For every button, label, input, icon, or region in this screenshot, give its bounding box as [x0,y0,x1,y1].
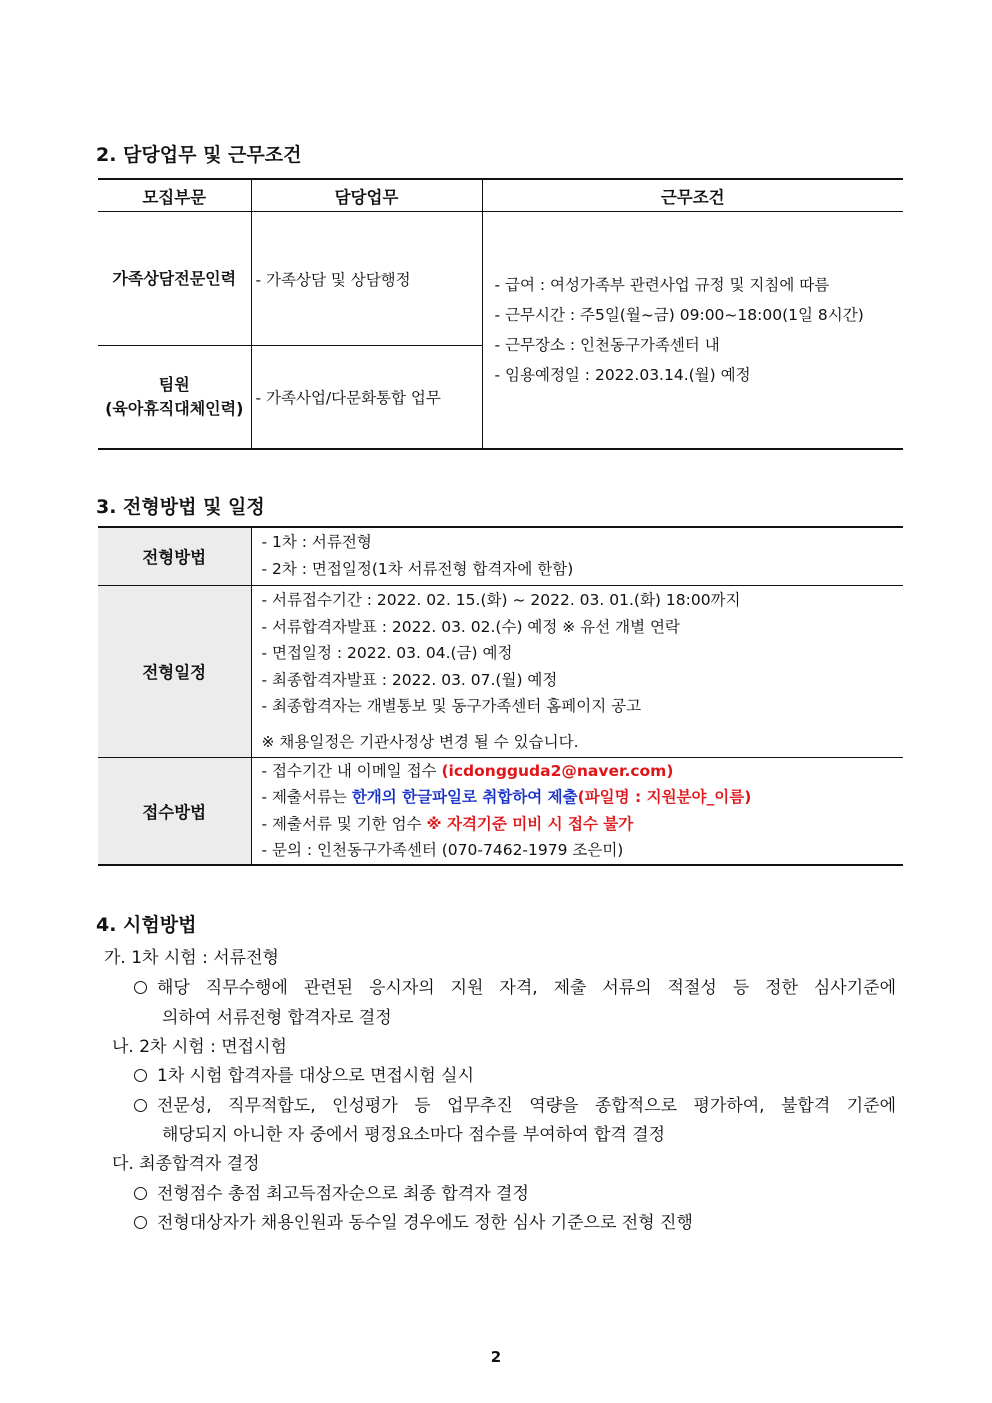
schedule-item: - 최종합격자발표 : 2022. 03. 07.(월) 예정 [261,670,558,689]
apply-cell [251,757,903,865]
apply-deadline-prefix: - 제출서류 및 기한 엄수 [261,814,427,833]
sub-b-title: 나. 2차 시험 : 면접시험 [112,1037,287,1057]
apply-docs-prefix: - 제출서류는 [261,788,352,807]
duty-cell: - 가족사업/다문화통합 업무 [251,346,482,449]
apply-item-deadline [262,811,904,838]
sub-c-title: 다. 최종합격자 결정 [112,1154,260,1174]
schedule-note: ※ 채용일정은 기관사정상 변경 될 수 있습니다. [261,732,579,751]
sub-b-item2-line1: 전문성, 직무적합도, 인성평가 등 업무추진 역량을 종합적으로 평가하여, 불합격 기준에 [134,1091,896,1116]
schedule-item: - 면접일정 : 2022. 03. 04.(금) 예정 [261,644,513,662]
sub-a-item1-line2: 의하여 서류전형 합격자로 결정 [162,1008,392,1028]
duty-conditions-table [98,178,903,450]
conditions-cell [482,212,903,449]
apply-deadline-warning: ※ 자격기준 미비 시 접수 불가 [426,814,634,833]
table-header-row [98,179,903,212]
circle-bullet-icon [134,1216,147,1229]
header-category: 모집부문 [98,179,251,212]
schedule-cell [251,585,903,757]
apply-email-prefix: - 접수기간 내 이메일 접수 [261,761,442,780]
condition-hours: - 근무시간 : 주5일(월~금) 09:00~18:00(1일 8시간) [494,305,864,324]
apply-docs-filename: (파일명 : 지원분야_이름) [577,788,752,807]
sub-b-item2-line2: 해당되지 아니한 자 중에서 평정요소마다 점수를 부여하여 합격 결정 [162,1125,666,1145]
duty-cell: - 가족상담 및 상담행정 [251,212,482,346]
section4-heading: 4. 시험방법 [96,914,197,936]
apply-item-documents [262,784,904,811]
sub-c-item1: 전형점수 총점 최고득점자순으로 최종 합격자 결정 [134,1179,529,1204]
section2-heading: 2. 담당업무 및 근무조건 [96,144,302,166]
apply-email-address: (icdongguda2@naver.com) [441,761,674,780]
page-number: 2 [490,1348,502,1366]
schedule-item: - 서류접수기간 : 2022. 02. 15.(화) ~ 2022. 03. 01.(화) 18:00까지 [261,591,741,609]
schedule-item: - 최종합격자는 개별통보 및 동구가족센터 홈페이지 공고 [261,697,642,715]
condition-start-date: - 임용예정일 : 2022.03.14.(월) 예정 [494,365,751,384]
method-label: 전형방법 [98,527,251,585]
condition-salary: - 급여 : 여성가족부 관련사업 규정 및 지침에 따름 [494,275,830,294]
category-cell: 가족상담전문인력 [98,212,251,346]
apply-item-contact: - 문의 : 인천동구가족센터 (070-7462-1979 조은미) [261,841,624,860]
method-item-1: - 1차 : 서류전형 [261,533,372,552]
header-duty: 담당업무 [251,179,482,212]
circle-bullet-icon [134,1099,147,1112]
schedule-label: 전형일정 [98,585,251,757]
table-row [98,757,903,865]
apply-docs-emphasis: 한개의 한글파일로 취합하여 제출 [351,788,578,807]
schedule-item: - 서류합격자발표 : 2022. 03. 02.(수) 예정 ※ 유선 개별 연락 [261,617,680,636]
sub-a-item1-line1: 해당 직무수행에 관련된 응시자의 지원 자격, 제출 서류의 적절성 등 정한 심사기준에 [134,973,896,998]
table-row [98,527,903,585]
sub-a-title: 가. 1차 시험 : 서류전형 [104,948,279,968]
category-cell [98,346,251,449]
circle-bullet-icon [134,1069,147,1082]
apply-label: 접수방법 [98,757,251,865]
section3-heading: 3. 전형방법 및 일정 [96,496,265,518]
circle-bullet-icon [134,1187,147,1200]
sub-b-item1: 1차 시험 합격자를 대상으로 면접시험 실시 [134,1061,474,1086]
category-line2: (육아휴직대체인력) [105,398,244,418]
table-row [98,585,903,757]
apply-item-email [262,758,904,785]
selection-table [98,526,903,866]
circle-bullet-icon [134,981,147,994]
header-conditions: 근무조건 [482,179,903,212]
condition-location: - 근무장소 : 인천동구가족센터 내 [494,335,720,354]
table-row [98,212,903,346]
method-cell [251,527,903,585]
method-item-2: - 2차 : 면접일정(1차 서류전형 합격자에 한함) [261,560,574,579]
category-line1: 팀원 [158,374,190,394]
sub-c-item2: 전형대상자가 채용인원과 동수일 경우에도 정한 심사 기준으로 전형 진행 [134,1208,693,1233]
